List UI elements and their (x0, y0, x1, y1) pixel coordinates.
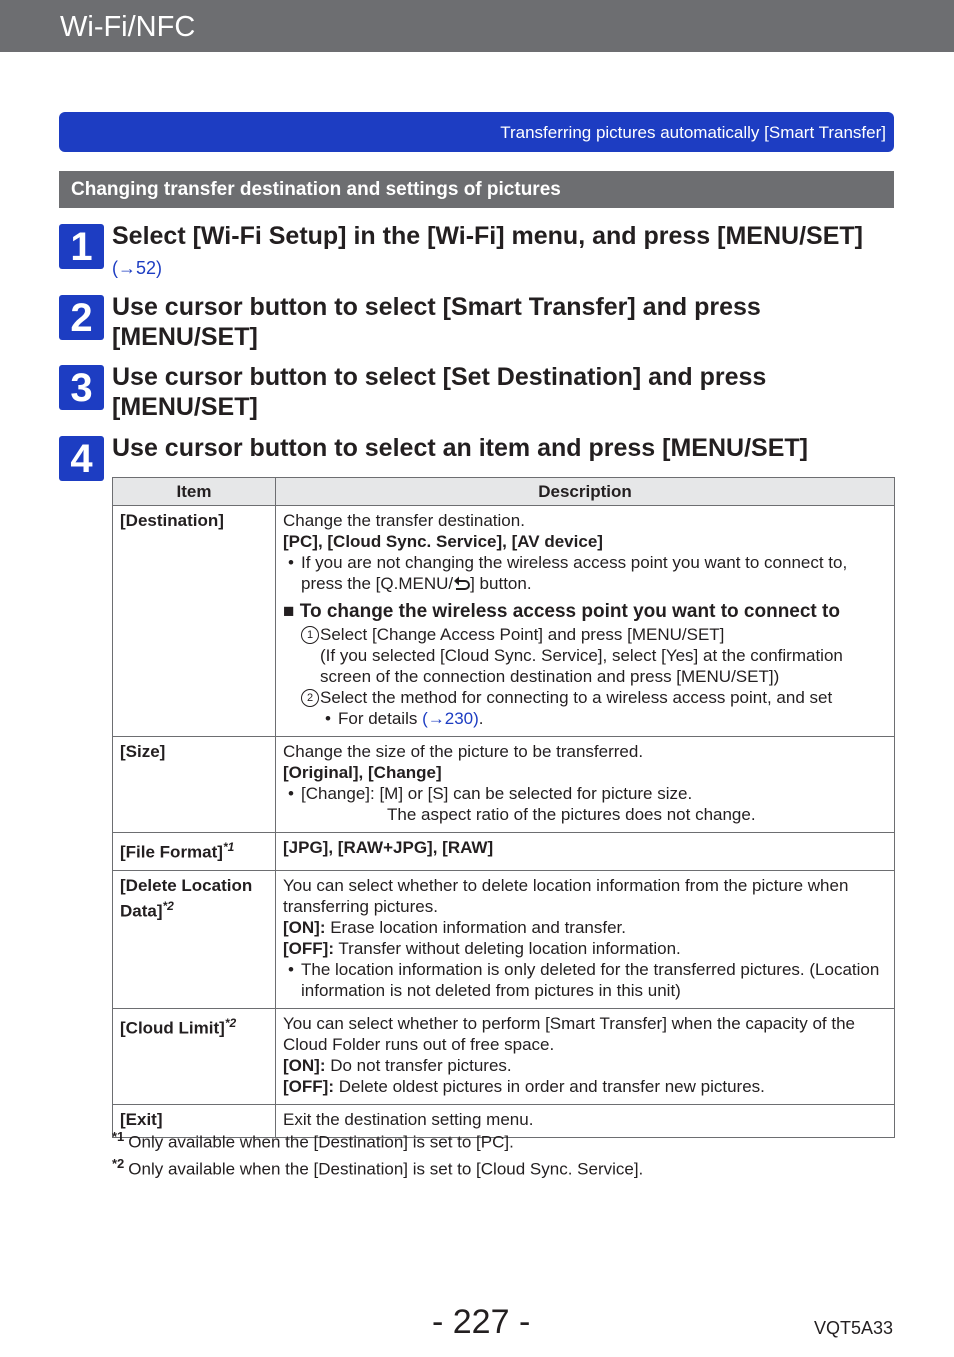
description-cell (276, 506, 895, 737)
table-row (113, 833, 895, 871)
page-number: - 227 - (432, 1303, 531, 1341)
on-option: [ON]: Do not transfer pictures. (283, 1055, 512, 1075)
chapter-header-bar (0, 0, 954, 52)
model-code: VQT5A33 (814, 1318, 894, 1338)
step-text: Use cursor button to select an item and press [MENU/SET] (112, 434, 808, 462)
description-text: You can select whether to perform [Smart Transfer] when the capacity of the Cloud Folder runs out of free space. (283, 1013, 855, 1054)
numbered-step-note: (If you selected [Cloud Sync. Service], select [Yes] at the confirmation screen of the connection destination and press [MENU/SET]) (320, 646, 843, 686)
step-text: Use cursor button to select [Smart Transfer] and press [MENU/SET] (112, 293, 761, 351)
item-cell: [Delete Location Data]$^{*2}$ (113, 870, 276, 1008)
table-row (113, 737, 895, 833)
description-text: Change the transfer destination. (283, 511, 525, 530)
item-cell: [Size] (113, 737, 276, 833)
options-text: [PC], [Cloud Sync. Service], [AV device] (283, 532, 603, 551)
description-cell: Exit the destination setting menu. (276, 1104, 895, 1137)
page-reference-link[interactable]: (→52) (112, 258, 163, 278)
step-number: 3 (59, 365, 104, 410)
circled-1-icon: 1 (301, 626, 319, 644)
footnotes (112, 1126, 643, 1179)
table-header-row (113, 478, 895, 506)
table-row (113, 506, 895, 737)
step-number: 4 (59, 436, 104, 481)
item-cell: [Exit] (113, 1104, 276, 1137)
description-text: Change the size of the picture to be transferred. (283, 742, 644, 761)
chapter-title: Wi-Fi/NFC (60, 11, 196, 43)
section-header-bar (59, 112, 894, 152)
numbered-step-2: 2 Select the method for connecting to a wireless access point, and set (283, 687, 887, 708)
description-cell (276, 1008, 895, 1104)
item-cell: [File Format]$^{*1}$ (113, 833, 276, 871)
bullet-note: • The location information is only deleted for the transferred pictures. (Location information is not deleted from pictures in this unit) (283, 959, 887, 1001)
section-title: Transferring pictures automatically [Smart Transfer] (500, 123, 886, 142)
note-continuation: The aspect ratio of the pictures does not change. (387, 805, 756, 824)
footnote-2: $^{*2}$ Only available when the [Destination] is set to [Cloud Sync. Service]. (112, 1155, 644, 1179)
item-cell: [Destination] (113, 506, 276, 737)
options-text: [Original], [Change] (283, 763, 442, 782)
table-row (113, 870, 895, 1008)
column-header-description: Description (276, 478, 895, 506)
off-option: [OFF]: Transfer without deleting location information. (283, 938, 681, 958)
column-header-item: Item (113, 478, 276, 506)
settings-table (112, 477, 895, 1138)
table-row (113, 1008, 895, 1104)
subsection-title: Changing transfer destination and settings of pictures (71, 179, 561, 200)
footnote-1: $^{*1}$ Only available when the [Destination] is set to [PC]. (112, 1129, 514, 1152)
subheading: ■ To change the wireless access point you want to connect to (283, 601, 840, 622)
step-number: 1 (59, 224, 104, 269)
footnote-marker: *2 (162, 898, 174, 913)
description-cell: [JPG], [RAW+JPG], [RAW] (276, 833, 895, 871)
step-text: Select [Wi-Fi Setup] in the [Wi-Fi] menu, and press [MENU/SET] (112, 222, 863, 250)
step-number: 2 (59, 295, 104, 340)
square-bullet-icon: ■ (283, 601, 295, 622)
on-option: [ON]: Erase location information and transfer. (283, 917, 626, 937)
off-option: [OFF]: Delete oldest pictures in order and transfer new pictures. (283, 1076, 765, 1096)
footnote-marker: *2 (224, 1015, 237, 1030)
description-cell (276, 737, 895, 833)
step-text: Use cursor button to select [Set Destination] and press [MENU/SET] (112, 363, 767, 421)
description-cell (276, 870, 895, 1008)
circled-2-icon: 2 (301, 689, 319, 707)
bullet-note: • [Change]: [M] or [S] can be selected for picture size. (283, 783, 887, 804)
bullet-note: • For details (→230). (283, 708, 887, 729)
return-icon (453, 575, 470, 591)
footnote-marker: *1 (222, 840, 235, 854)
bullet-note: • If you are not changing the wireless access point you want to connect to, press the [Q.MENU/ ] button. (283, 552, 887, 594)
description-text: You can select whether to delete location information from the picture when transferring pictures. (283, 875, 849, 916)
subsection-header-bar (59, 171, 894, 208)
page-reference-link[interactable]: (→230) (422, 709, 479, 728)
item-cell: [Cloud Limit]$^{*2}$ (113, 1008, 276, 1104)
numbered-step-1: 1 Select [Change Access Point] and press [MENU/SET] (283, 624, 887, 645)
